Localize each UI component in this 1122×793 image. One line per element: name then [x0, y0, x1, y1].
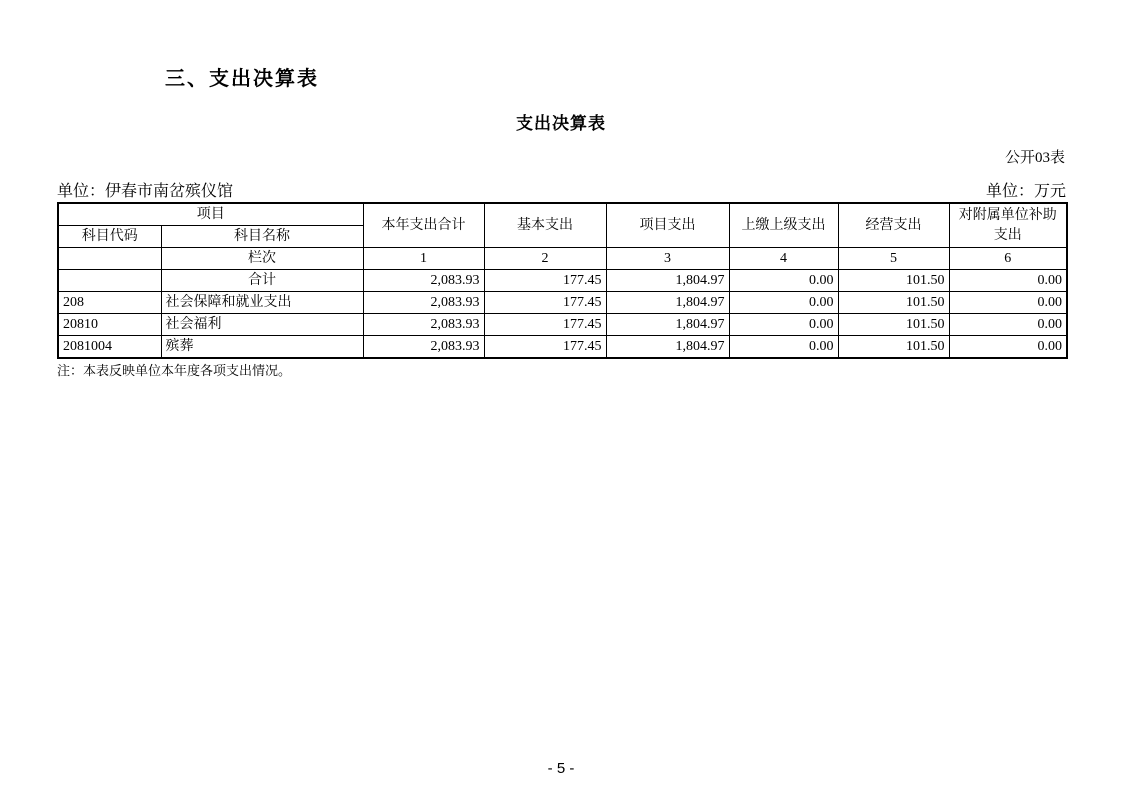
table-row-208 — [58, 292, 1067, 314]
table-row-2081004 — [58, 336, 1067, 359]
table-title: 支出决算表 — [516, 114, 606, 133]
cell-value: 101.50 — [838, 314, 949, 336]
expenditure-table — [57, 202, 1068, 359]
cell-value: 1,804.97 — [606, 314, 729, 336]
cell-name: 社会保障和就业支出 — [161, 292, 363, 314]
colindex-3: 3 — [606, 248, 729, 270]
cell-value: 2,083.93 — [363, 336, 484, 359]
colindex-label: 栏次 — [161, 248, 363, 270]
cell-name: 合计 — [161, 270, 363, 292]
cell-value: 0.00 — [729, 314, 838, 336]
header-basic-expenditure: 基本支出 — [484, 203, 606, 248]
header-total-expenditure: 本年支出合计 — [363, 203, 484, 248]
cell-code: 2081004 — [58, 336, 161, 359]
header-upper-level-expenditure: 上缴上级支出 — [729, 203, 838, 248]
colindex-4: 4 — [729, 248, 838, 270]
header-project-group: 项目 — [58, 203, 363, 226]
header-project-expenditure: 项目支出 — [606, 203, 729, 248]
colindex-empty-cell — [58, 248, 161, 270]
colindex-5: 5 — [838, 248, 949, 270]
cell-value: 1,804.97 — [606, 270, 729, 292]
cell-value: 101.50 — [838, 336, 949, 359]
unit-name-label: 单位：伊春市南岔殡仪馆 — [57, 183, 234, 200]
cell-code: 208 — [58, 292, 161, 314]
cell-value: 0.00 — [729, 336, 838, 359]
cell-value: 0.00 — [949, 314, 1067, 336]
cell-code: 20810 — [58, 314, 161, 336]
header-subsidy-expenditure: 对附属单位补助支出 — [949, 203, 1067, 248]
cell-value: 177.45 — [484, 292, 606, 314]
cell-value: 0.00 — [949, 336, 1067, 359]
colindex-2: 2 — [484, 248, 606, 270]
table-note: 注：本表反映单位本年度各项支出情况。 — [57, 363, 292, 378]
cell-value: 2,083.93 — [363, 314, 484, 336]
cell-code — [58, 270, 161, 292]
cell-value: 0.00 — [949, 292, 1067, 314]
table-row-total — [58, 270, 1067, 292]
cell-value: 1,804.97 — [606, 336, 729, 359]
cell-value: 1,804.97 — [606, 292, 729, 314]
header-row-1 — [58, 203, 1067, 226]
unit-line — [57, 178, 1066, 201]
column-index-row — [58, 248, 1067, 270]
page-number: - 5 - — [547, 760, 575, 777]
cell-name: 殡葬 — [161, 336, 363, 359]
colindex-6: 6 — [949, 248, 1067, 270]
public-table-code: 公开03表 — [1004, 150, 1065, 166]
table-row-20810 — [58, 314, 1067, 336]
cell-value: 2,083.93 — [363, 292, 484, 314]
unit-currency-label: 单位：万元 — [985, 183, 1066, 200]
colindex-1: 1 — [363, 248, 484, 270]
cell-name: 社会福利 — [161, 314, 363, 336]
cell-value: 2,083.93 — [363, 270, 484, 292]
cell-value: 0.00 — [729, 270, 838, 292]
header-subject-name: 科目名称 — [161, 226, 363, 248]
cell-value: 177.45 — [484, 314, 606, 336]
cell-value: 0.00 — [729, 292, 838, 314]
cell-value: 177.45 — [484, 336, 606, 359]
cell-value: 101.50 — [838, 270, 949, 292]
section-heading: 三、支出决算表 — [165, 68, 319, 90]
cell-value: 101.50 — [838, 292, 949, 314]
cell-value: 177.45 — [484, 270, 606, 292]
cell-value: 0.00 — [949, 270, 1067, 292]
header-subject-code: 科目代码 — [58, 226, 161, 248]
header-operating-expenditure: 经营支出 — [838, 203, 949, 248]
